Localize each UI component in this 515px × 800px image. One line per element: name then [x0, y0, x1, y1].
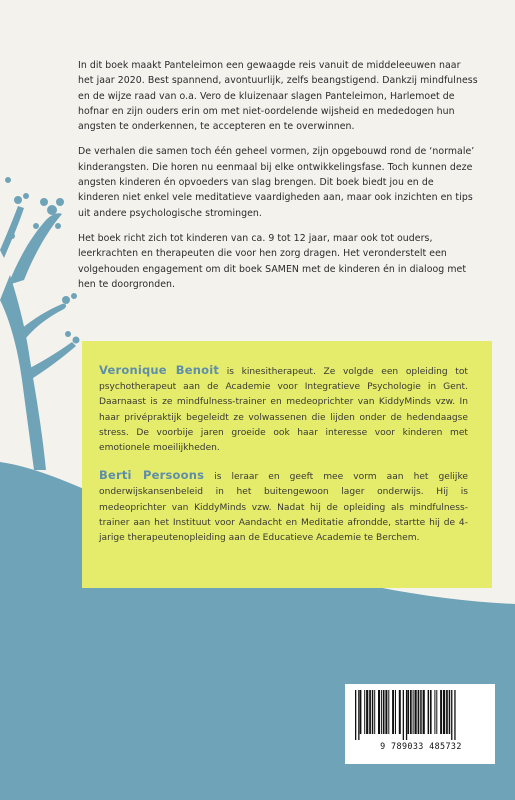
barcode-bar	[372, 690, 374, 734]
barcode-guard-bar	[358, 690, 359, 740]
isbn-barcode	[345, 684, 495, 764]
author-bio-box	[82, 341, 492, 588]
intro-paragraph-3: Het boek richt zich tot kinderen van ca. 9 tot 12 jaar, maar ook tot ouders, leerkrachten en therapeuten die voor hen zorg dragen. Het veronderstelt een volgehouden engagement om dit boek SAMEN met de kinderen én in dialoog met hen te doorgronden.	[78, 232, 467, 290]
barcode-bar	[360, 690, 362, 734]
barcode-bar	[428, 690, 430, 734]
barcode-bar	[418, 690, 420, 734]
barcode-bar	[381, 690, 382, 734]
barcode-guard-bar	[451, 690, 452, 740]
barcode-bar	[385, 690, 387, 734]
author-bio-text-veronique: is kinesitherapeut. Ze volgde een opleiding tot psychotherapeut aan de Academie voor Integratieve Psychologie in Gent. Daarnaast is ze mindfulness-trainer en medeoprichter van KiddyMinds vzw. In haar privépraktijk begeleidt ze volwassenen die lijden onder de hedendaagse stress. De voorbije jaren groeide ook haar interesse voor kinderen met emotionele moeilijkheden.	[99, 367, 468, 454]
barcode-bar	[446, 690, 448, 734]
barcode-bars	[353, 690, 487, 740]
barcode-guard-bar	[406, 690, 407, 740]
barcode-bar	[378, 690, 380, 734]
barcode-bar	[420, 690, 422, 734]
barcode-bar	[423, 690, 425, 734]
barcode-guard-bar	[403, 690, 404, 740]
barcode-bar	[410, 690, 412, 734]
author-bio-berti	[99, 468, 468, 546]
barcode-bar	[366, 690, 368, 734]
intro-paragraph-1: In dit boek maakt Panteleimon een gewaagde reis vanuit de middeleeuwen naar het jaar 2020. Best spannend, avontuurlijk, zelfs beangstigend. Dankzij mindfulness en de wijze raad van o.a. Vero de kluizenaar slagen Panteleimon, Harlemoet de hofnar en zijn ouders erin om met niet-oordelende wijsheid en mededogen hun angsten te onderkennen, te accepteren en te overwinnen.	[78, 60, 478, 133]
barcode-bar	[436, 690, 437, 734]
barcode-bar	[415, 690, 417, 734]
barcode-bar	[440, 690, 442, 734]
barcode-bar	[364, 690, 365, 734]
intro-text	[78, 58, 478, 302]
barcode-bar	[434, 690, 435, 734]
barcode-bar	[430, 690, 432, 734]
isbn-number: 9 789033 485732	[380, 741, 462, 751]
tree-silhouette	[0, 177, 80, 470]
barcode-bar	[413, 690, 414, 734]
barcode-bar	[399, 690, 401, 734]
barcode-bar	[369, 690, 371, 734]
author-name-berti: Berti Persoons	[99, 468, 205, 483]
barcode-bar	[443, 690, 445, 734]
author-bio-veronique	[99, 363, 468, 456]
barcode-bar	[388, 690, 389, 734]
author-bio-text-berti: is leraar en geeft mee vorm aan het gelijke onderwijskansenbeleid in het buitengewoon lager onderwijs. Hij is medeoprichter van KiddyMinds vzw. Nadat hij de opleiding als mindfulness-trainer aan het Instituut voor Aandacht en Meditatie afrondde, startte hij de 4-jarige therapeutenopleiding aan de Educatieve Academie te Berchem.	[99, 472, 468, 544]
intro-paragraph-2: De verhalen die samen toch één geheel vormen, zijn opgebouwd rond de ‘normale’ kinderangsten. Die horen nu eenmaal bij elke ontwikkelingsfase. Toch kunnen deze angsten kinderen én opvoeders van slag brengen. Dit boek biedt jou en de kinderen niet enkel vele meditatieve vaardigheden aan, maar ook inzichten en tips uit andere psychologische stromingen.	[78, 146, 475, 219]
barcode-bar	[449, 690, 451, 734]
barcode-bar	[374, 690, 375, 734]
author-name-veronique: Veronique Benoit	[99, 363, 220, 377]
barcode-bar	[392, 690, 394, 734]
barcode-bar	[395, 690, 396, 734]
barcode-guard-bar	[454, 690, 455, 740]
barcode-bar	[408, 690, 410, 734]
barcode-guard-bar	[355, 690, 356, 740]
barcode-bar	[383, 690, 385, 734]
